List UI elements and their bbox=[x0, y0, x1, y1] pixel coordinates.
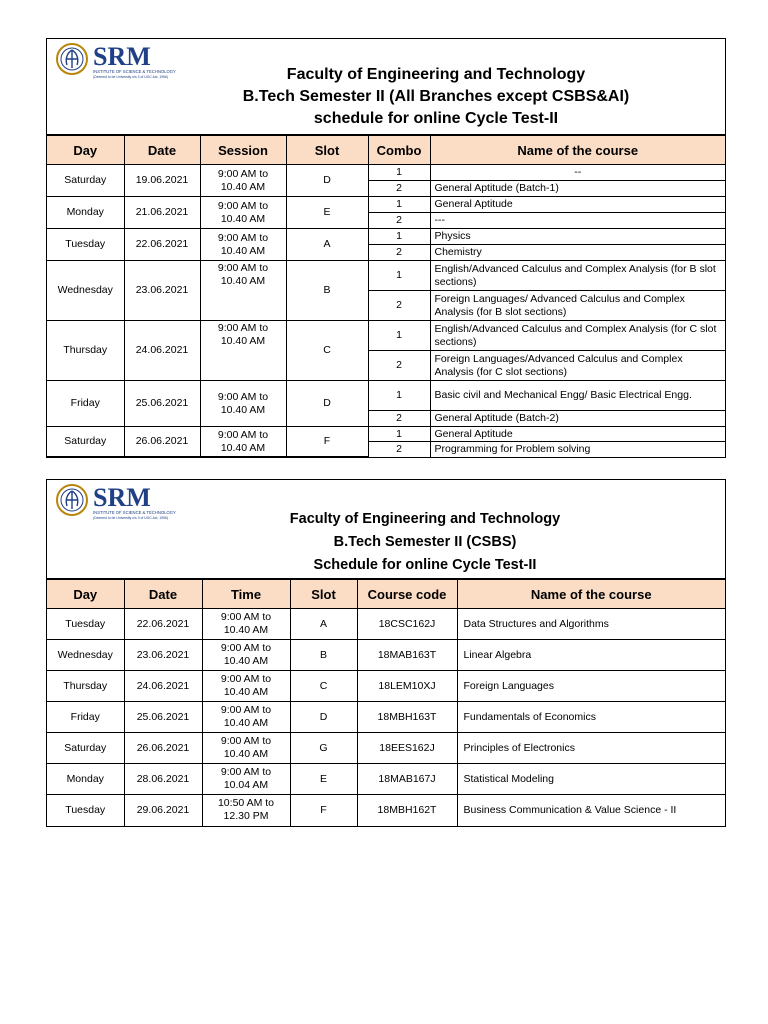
table-row bbox=[47, 795, 725, 826]
date-cell: 23.06.2021 bbox=[124, 640, 202, 671]
title-line-1: Faculty of Engineering and Technology bbox=[286, 66, 586, 83]
slot-cell: C bbox=[286, 321, 368, 381]
date-cell: 23.06.2021 bbox=[124, 261, 200, 321]
header-slot: Slot bbox=[290, 580, 357, 609]
time-cell: 9:00 AM to 10.40 AM bbox=[202, 671, 290, 702]
table-row bbox=[47, 197, 725, 213]
svg-text:(Deemed to be University u/s 3: (Deemed to be University u/s 3 of UGC Act, 1956) bbox=[93, 516, 169, 520]
date-cell: 21.06.2021 bbox=[124, 197, 200, 229]
time-cell: 9:00 AM to 10.40 AM bbox=[202, 702, 290, 733]
date-cell: 24.06.2021 bbox=[124, 321, 200, 381]
table-row bbox=[47, 427, 725, 442]
slot-cell: E bbox=[286, 197, 368, 229]
header-course: Name of the course bbox=[457, 580, 725, 609]
date-cell: 25.06.2021 bbox=[124, 702, 202, 733]
day-cell: Wednesday bbox=[47, 640, 124, 671]
schedule-sheet-all-branches bbox=[46, 38, 726, 458]
sheet-header bbox=[47, 480, 725, 579]
session-cell: 9:00 AM to 10.40 AM bbox=[200, 427, 286, 457]
slot-cell: B bbox=[290, 640, 357, 671]
course-code-cell: 18CSC162J bbox=[357, 609, 457, 640]
time-cell: 10:50 AM to 12.30 PM bbox=[202, 795, 290, 826]
sheet-header bbox=[47, 39, 725, 135]
day-cell: Friday bbox=[47, 381, 124, 427]
slot-cell: D bbox=[286, 165, 368, 197]
slot-cell: B bbox=[286, 261, 368, 321]
course-cell: General Aptitude (Batch-1) bbox=[430, 181, 725, 197]
course-cell: Statistical Modeling bbox=[457, 764, 725, 795]
combo-cell: 1 bbox=[368, 261, 430, 291]
date-cell: 26.06.2021 bbox=[124, 427, 200, 457]
time-cell: 9:00 AM to 10.40 AM bbox=[202, 733, 290, 764]
day-cell: Saturday bbox=[47, 165, 124, 197]
course-cell: Linear Algebra bbox=[457, 640, 725, 671]
session-cell: 9:00 AM to 10.40 AM bbox=[200, 321, 286, 381]
course-code-cell: 18MAB167J bbox=[357, 764, 457, 795]
slot-cell: G bbox=[290, 733, 357, 764]
svg-text:INSTITUTE OF SCIENCE & TECHNOL: INSTITUTE OF SCIENCE & TECHNOLOGY bbox=[93, 510, 176, 515]
session-cell: 9:00 AM to 10.40 AM bbox=[200, 381, 286, 427]
session-cell: 9:00 AM to 10.40 AM bbox=[200, 261, 286, 321]
combo-cell: 2 bbox=[368, 213, 430, 229]
day-cell: Saturday bbox=[47, 427, 124, 457]
slot-cell: E bbox=[290, 764, 357, 795]
header-day: Day bbox=[47, 136, 124, 165]
schedule-sheet-csbs bbox=[46, 479, 726, 827]
title-line-2: B.Tech Semester II (All Branches except CSBS&AI) bbox=[242, 88, 630, 105]
day-cell: Thursday bbox=[47, 671, 124, 702]
combo-cell: 1 bbox=[368, 197, 430, 213]
combo-cell: 2 bbox=[368, 442, 430, 457]
title-line-2: B.Tech Semester II (CSBS) bbox=[333, 534, 517, 550]
session-cell: 9:00 AM to 10.40 AM bbox=[200, 229, 286, 261]
date-cell: 22.06.2021 bbox=[124, 609, 202, 640]
date-cell: 25.06.2021 bbox=[124, 381, 200, 427]
date-cell: 22.06.2021 bbox=[124, 229, 200, 261]
combo-cell: 1 bbox=[368, 321, 430, 351]
combo-cell: 1 bbox=[368, 165, 430, 181]
course-code-cell: 18MBH162T bbox=[357, 795, 457, 826]
course-cell: English/Advanced Calculus and Complex Analysis (for C slot sections) bbox=[430, 321, 725, 351]
header-day: Day bbox=[47, 580, 124, 609]
svg-text:SRM: SRM bbox=[93, 42, 151, 71]
header-session: Session bbox=[200, 136, 286, 165]
combo-cell: 2 bbox=[368, 245, 430, 261]
slot-cell: D bbox=[286, 381, 368, 427]
combo-cell: 2 bbox=[368, 181, 430, 197]
course-cell: Basic civil and Mechanical Engg/ Basic Electrical Engg. bbox=[430, 381, 725, 411]
course-cell: English/Advanced Calculus and Complex Analysis (for B slot sections) bbox=[430, 261, 725, 291]
combo-cell: 2 bbox=[368, 351, 430, 381]
combo-cell: 1 bbox=[368, 381, 430, 411]
course-cell: Programming for Problem solving bbox=[430, 442, 725, 457]
schedule-table-2 bbox=[47, 579, 725, 826]
combo-cell: 2 bbox=[368, 291, 430, 321]
day-cell: Wednesday bbox=[47, 261, 124, 321]
day-cell: Friday bbox=[47, 702, 124, 733]
course-code-cell: 18MAB163T bbox=[357, 640, 457, 671]
slot-cell: F bbox=[286, 427, 368, 457]
day-cell: Thursday bbox=[47, 321, 124, 381]
slot-cell: A bbox=[286, 229, 368, 261]
table-row bbox=[47, 702, 725, 733]
table-row bbox=[47, 609, 725, 640]
svg-text:INSTITUTE OF SCIENCE & TECHNOL: INSTITUTE OF SCIENCE & TECHNOLOGY bbox=[93, 69, 176, 74]
slot-cell: D bbox=[290, 702, 357, 733]
date-cell: 26.06.2021 bbox=[124, 733, 202, 764]
header-course: Name of the course bbox=[430, 136, 725, 165]
table-row bbox=[47, 733, 725, 764]
date-cell: 28.06.2021 bbox=[124, 764, 202, 795]
course-cell: Foreign Languages/Advanced Calculus and Complex Analysis (for C slot sections) bbox=[430, 351, 725, 381]
header-combo: Combo bbox=[368, 136, 430, 165]
day-cell: Monday bbox=[47, 197, 124, 229]
table-row bbox=[47, 165, 725, 181]
course-cell: General Aptitude bbox=[430, 197, 725, 213]
time-cell: 9:00 AM to 10.40 AM bbox=[202, 640, 290, 671]
date-cell: 19.06.2021 bbox=[124, 165, 200, 197]
course-cell: Physics bbox=[430, 229, 725, 245]
course-cell: Business Communication & Value Science - II bbox=[457, 795, 725, 826]
svg-text:(Deemed to be University u/s 3: (Deemed to be University u/s 3 of UGC Act, 1956) bbox=[93, 75, 169, 79]
time-cell: 9:00 AM to 10.40 AM bbox=[202, 609, 290, 640]
header-time: Time bbox=[202, 580, 290, 609]
title-line-1: Faculty of Engineering and Technology bbox=[289, 511, 561, 527]
header-slot: Slot bbox=[286, 136, 368, 165]
course-cell: Principles of Electronics bbox=[457, 733, 725, 764]
header-date: Date bbox=[124, 580, 202, 609]
course-cell: -- bbox=[430, 165, 725, 181]
time-cell: 9:00 AM to 10.04 AM bbox=[202, 764, 290, 795]
combo-cell: 1 bbox=[368, 229, 430, 245]
title-line-3: Schedule for online Cycle Test-II bbox=[313, 557, 537, 573]
table-row bbox=[47, 671, 725, 702]
title-line-3: schedule for online Cycle Test-II bbox=[313, 110, 559, 127]
slot-cell: C bbox=[290, 671, 357, 702]
table-row bbox=[47, 640, 725, 671]
course-cell: Foreign Languages bbox=[457, 671, 725, 702]
session-cell: 9:00 AM to 10.40 AM bbox=[200, 197, 286, 229]
slot-cell: F bbox=[290, 795, 357, 826]
course-cell: --- bbox=[430, 213, 725, 229]
course-code-cell: 18LEM10XJ bbox=[357, 671, 457, 702]
day-cell: Tuesday bbox=[47, 229, 124, 261]
course-cell: General Aptitude bbox=[430, 427, 725, 442]
table-row bbox=[47, 381, 725, 411]
sheet-titles bbox=[47, 64, 725, 130]
header-course-code: Course code bbox=[357, 580, 457, 609]
course-cell: Fundamentals of Economics bbox=[457, 702, 725, 733]
slot-cell: A bbox=[290, 609, 357, 640]
combo-cell: 1 bbox=[368, 427, 430, 442]
date-cell: 24.06.2021 bbox=[124, 671, 202, 702]
day-cell: Saturday bbox=[47, 733, 124, 764]
course-code-cell: 18EES162J bbox=[357, 733, 457, 764]
table-row bbox=[47, 261, 725, 291]
course-cell: General Aptitude (Batch-2) bbox=[430, 411, 725, 427]
course-cell: Foreign Languages/ Advanced Calculus and Complex Analysis (for B slot sections) bbox=[430, 291, 725, 321]
course-cell: Data Structures and Algorithms bbox=[457, 609, 725, 640]
table-row bbox=[47, 764, 725, 795]
svg-text:SRM: SRM bbox=[93, 483, 151, 512]
day-cell: Monday bbox=[47, 764, 124, 795]
course-code-cell: 18MBH163T bbox=[357, 702, 457, 733]
header-date: Date bbox=[124, 136, 200, 165]
session-cell: 9:00 AM to 10.40 AM bbox=[200, 165, 286, 197]
day-cell: Tuesday bbox=[47, 795, 124, 826]
schedule-table-1 bbox=[47, 135, 725, 457]
table-row bbox=[47, 321, 725, 351]
combo-cell: 2 bbox=[368, 411, 430, 427]
sheet-titles bbox=[47, 508, 725, 577]
date-cell: 29.06.2021 bbox=[124, 795, 202, 826]
course-cell: Chemistry bbox=[430, 245, 725, 261]
table-row bbox=[47, 229, 725, 245]
day-cell: Tuesday bbox=[47, 609, 124, 640]
